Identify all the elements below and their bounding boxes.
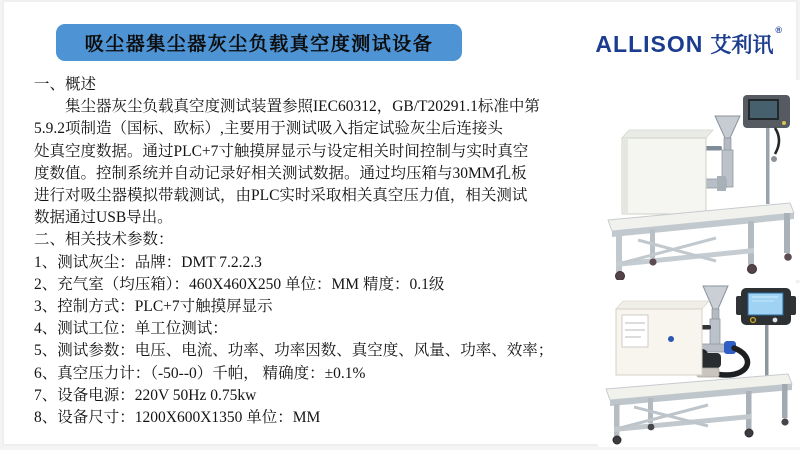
datasheet-page (2, 0, 798, 446)
registered-mark-icon: ® (775, 25, 782, 35)
overview-line: 度数值。控制系统并自动记录好相关测试数据。通过均压箱与30MM孔板 (34, 164, 527, 182)
overview-line: 数据通过USB导出。 (34, 209, 173, 227)
spec-item: 3、控制方式：PLC+7寸触摸屏显示 (34, 298, 273, 316)
vertical-pipe (710, 319, 720, 347)
spec-item: 7、设备电源：220V 50Hz 0.75kw (34, 386, 257, 404)
equipment-photo-bottom (598, 283, 800, 447)
pressure-chamber-box (616, 301, 709, 375)
control-panel (736, 288, 796, 325)
test-machine-illustration (598, 80, 800, 280)
table-frame (606, 374, 792, 444)
brand-logo (595, 25, 782, 59)
overview-heading: 一、概述 (34, 76, 97, 93)
equipment-photo-top (598, 80, 800, 280)
spec-item: 2、充气室（均压箱）：460X460X250 单位：MM 精度：0.1级 (34, 275, 445, 293)
spec-item: 6、真空压力计：（-50--0）千帕， 精确度：±0.1% (34, 364, 366, 382)
brand-name: ALLISON (595, 31, 704, 57)
pressure-chamber-box (622, 130, 713, 214)
dust-funnel (715, 116, 740, 151)
overview-line: 处真空度数据。通过PLC+7寸触摸屏显示与设定相关时间控制与实时真空 (34, 142, 529, 160)
document-body (34, 74, 612, 429)
spec-item: 4、测试工位：单工位测试： (34, 320, 228, 338)
panel-pole (766, 124, 770, 204)
test-machine-with-vacuum-illustration (598, 283, 800, 447)
spec-item: 8、设备尺寸：1200X600X1350 单位：MM (34, 409, 321, 427)
spec-label-sheet (622, 315, 648, 347)
touchscreen (750, 101, 777, 118)
overview-line: 5.9.2项制造（国标、欧标）,主要用于测试吸入指定试验灰尘后连接头 (34, 120, 503, 138)
title-banner (56, 24, 462, 61)
specs-heading: 二、相关技术参数： (34, 231, 174, 249)
overview-line: 进行对吸尘器模拟带载测试，由PLC实时采取相关真空压力值，相关测试 (34, 187, 528, 205)
spec-item: 1、测试灰尘：品牌：DMT 7.2.2.3 (34, 253, 262, 271)
spec-item: 5、测试参数：电压、电流、功率、功率因数、真空度、风量、功率、效率； (34, 342, 554, 360)
overview-line: 集尘器灰尘负载真空度测试装置参照IEC60312，GB/T20291.1标准中第 (65, 98, 540, 116)
page-title: 吸尘器集尘器灰尘负载真空度测试设备 (84, 34, 434, 55)
table-frame (608, 203, 794, 280)
brand-name-cjk: 艾利讯 (710, 34, 774, 57)
